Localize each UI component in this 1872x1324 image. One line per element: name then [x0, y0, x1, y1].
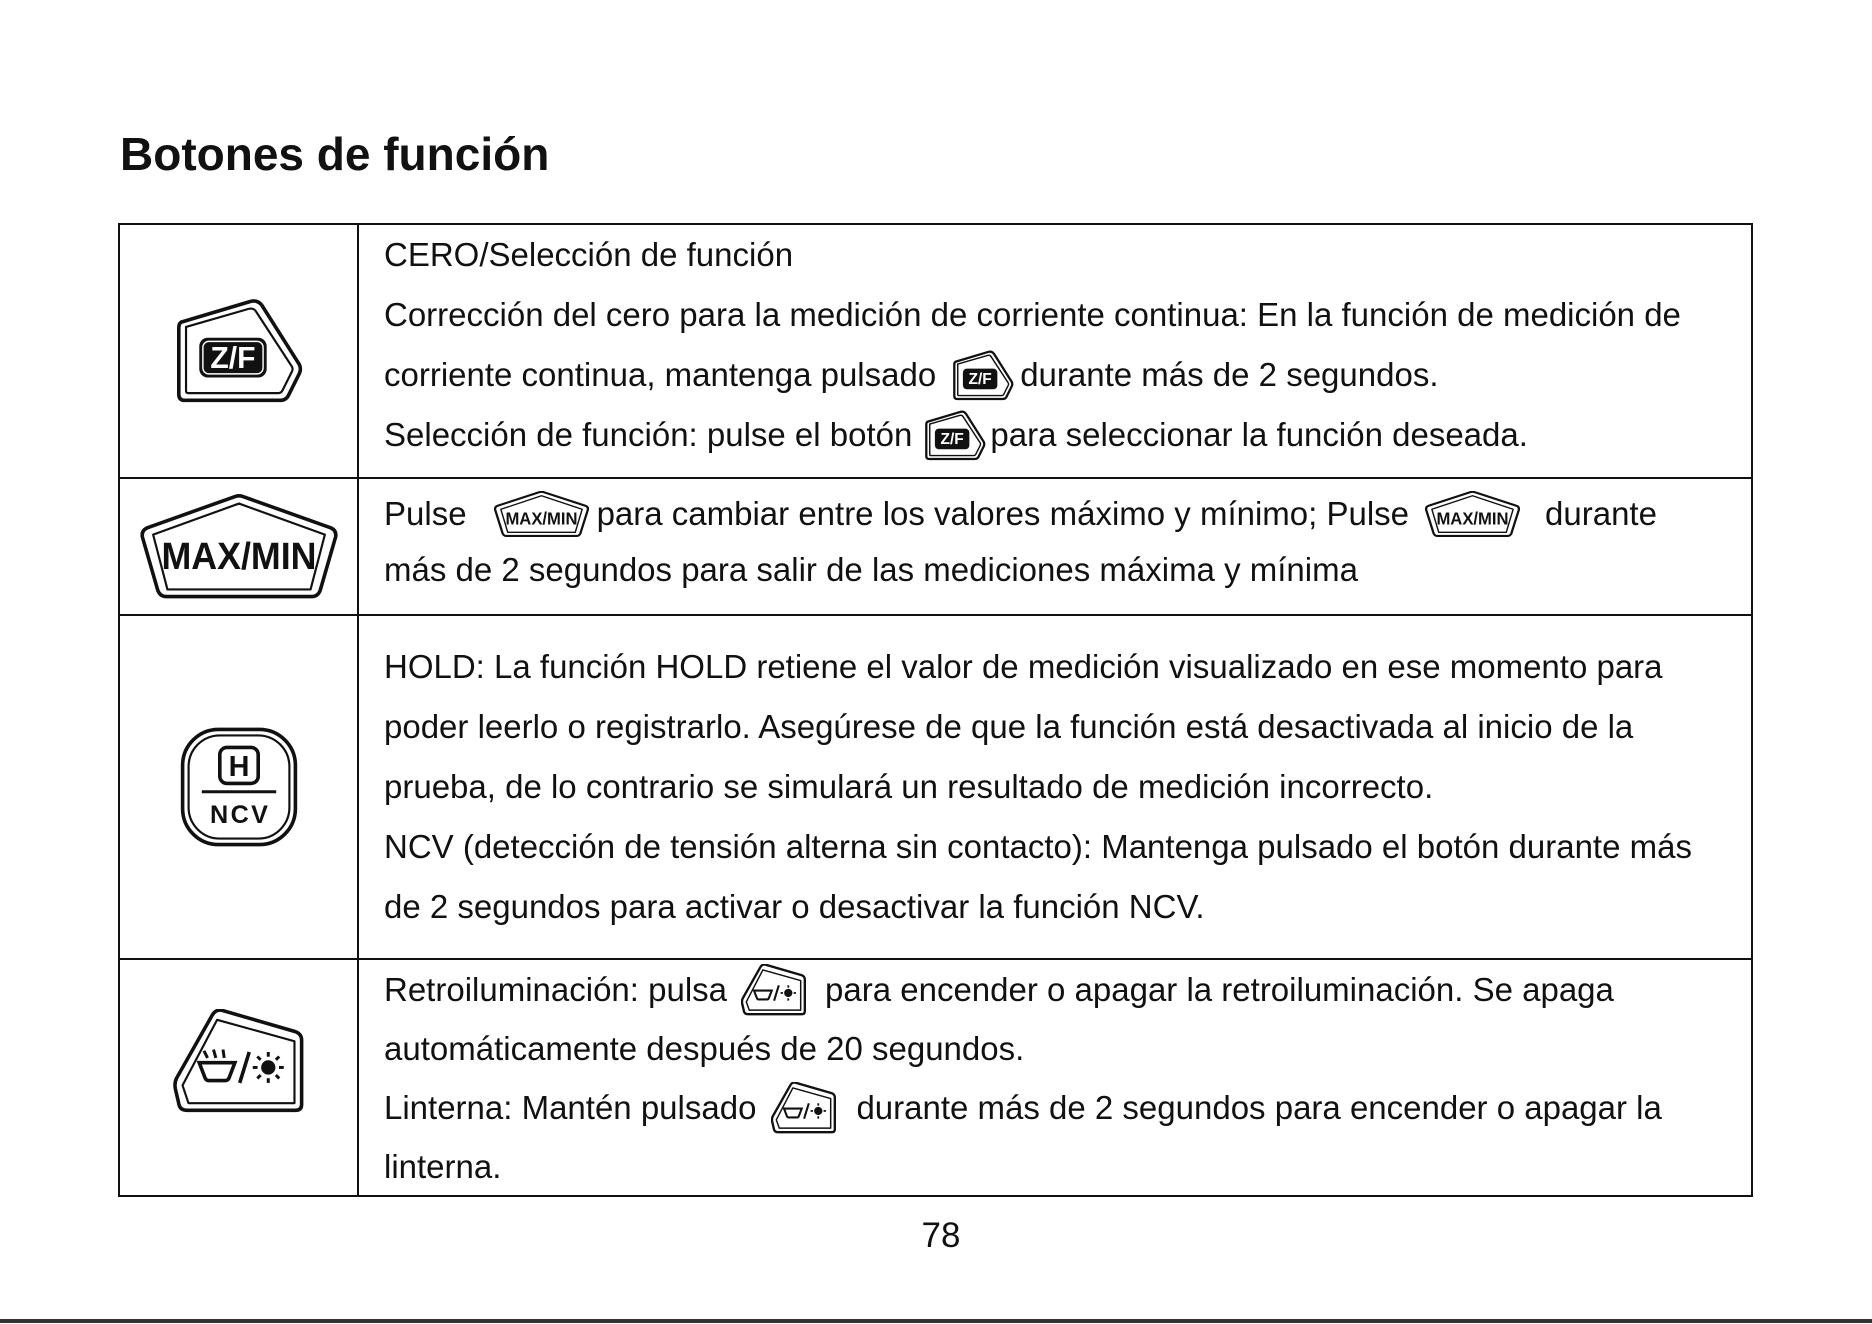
- icon-cell: [120, 616, 359, 958]
- line-text: para cambiar entre los valores máximo y mínimo; Pulse: [596, 495, 1410, 532]
- description-cell: [359, 225, 1751, 477]
- text-line: [384, 697, 1751, 757]
- function-buttons-table: [118, 223, 1753, 1197]
- table-row: [120, 614, 1751, 958]
- description-cell: [359, 616, 1751, 958]
- line-text: para seleccionar la función deseada.: [990, 416, 1528, 453]
- zf-label: Z/F: [968, 370, 992, 388]
- line-text: durante: [1545, 495, 1657, 532]
- section-heading: CERO/Selección de función: [384, 236, 794, 273]
- table-row: [120, 958, 1751, 1195]
- text-line: [384, 757, 1751, 817]
- maxmin-label: MAX/MIN: [505, 508, 578, 529]
- line-text: de 2 segundos para activar o desactivar la función NCV.: [384, 888, 1205, 925]
- line-text: Pulse: [384, 495, 467, 532]
- page-title: Botones de función: [120, 128, 550, 180]
- line-text: HOLD: La función HOLD retiene el valor de medición visualizado en ese momento para: [384, 648, 1663, 685]
- maxmin-button-icon: [1425, 491, 1520, 537]
- hold-label: H: [228, 751, 249, 784]
- page-number: 78: [921, 1216, 961, 1255]
- table-row: [120, 225, 1751, 477]
- line-text: corriente continua, mantenga pulsado: [384, 356, 937, 393]
- line-text: Selección de función: pulse el botón: [384, 416, 913, 453]
- text-line: [384, 285, 1751, 345]
- backlight-flashlight-button-icon: [173, 1009, 304, 1114]
- maxmin-label: MAX/MIN: [160, 535, 317, 579]
- description-cell: [359, 960, 1751, 1195]
- ncv-label: NCV: [209, 801, 270, 829]
- line-text: NCV (detección de tensión alterna sin contacto): Mantenga pulsado el botón durante más: [384, 828, 1692, 865]
- zf-button-icon: [174, 298, 304, 404]
- text-line: [384, 1019, 1751, 1078]
- text-line: [384, 225, 1751, 285]
- icon-cell: [120, 960, 359, 1195]
- zf-label: Z/F: [209, 341, 256, 375]
- text-line: [384, 345, 1751, 405]
- maxmin-button-icon: [494, 491, 589, 537]
- line-text: durante más de 2 segundos.: [1020, 356, 1439, 393]
- line-text: durante más de 2 segundos para encender o apagar la: [856, 1088, 1662, 1126]
- table-row: [120, 477, 1751, 614]
- zf-button-icon: [952, 350, 1014, 401]
- maxmin-button-icon: [140, 494, 338, 599]
- text-line: [384, 960, 1751, 1019]
- line-text: prueba, de lo contrario se simulará un resultado de medición incorrecto.: [384, 768, 1434, 805]
- line-text: Retroiluminación: pulsa: [384, 970, 728, 1008]
- zf-button-icon: [924, 410, 986, 461]
- zf-label: Z/F: [940, 430, 965, 448]
- text-line: [384, 817, 1751, 877]
- text-line: [384, 877, 1751, 937]
- line-text: más de 2 segundos para salir de las mediciones máxima y mínima: [384, 551, 1358, 588]
- hold-ncv-button-icon: [180, 727, 298, 847]
- icon-cell: [120, 479, 359, 614]
- backlight-flashlight-button-icon: [771, 1082, 836, 1134]
- icon-cell: [120, 225, 359, 477]
- line-text: para encender o apagar la retroiluminación. Se apaga: [825, 970, 1614, 1008]
- line-text: linterna.: [384, 1147, 502, 1185]
- text-line: [384, 1078, 1751, 1137]
- page-bottom-edge: [0, 1319, 1872, 1323]
- line-text: Linterna: Mantén pulsado: [384, 1088, 757, 1126]
- line-text: poder leerlo o registrarlo. Asegúrese de que la función está desactivada al inicio de la: [384, 708, 1634, 745]
- backlight-flashlight-button-icon: [741, 964, 806, 1016]
- line-text: automáticamente después de 20 segundos.: [384, 1029, 1025, 1067]
- text-line: [384, 542, 1751, 598]
- text-line: [384, 1137, 1751, 1195]
- description-cell: [359, 479, 1751, 614]
- text-line: [384, 405, 1751, 465]
- text-line: [384, 486, 1751, 542]
- line-text: Corrección del cero para la medición de corriente continua: En la función de medición de: [384, 296, 1681, 333]
- text-line: [384, 637, 1751, 697]
- maxmin-label: MAX/MIN: [1436, 508, 1509, 529]
